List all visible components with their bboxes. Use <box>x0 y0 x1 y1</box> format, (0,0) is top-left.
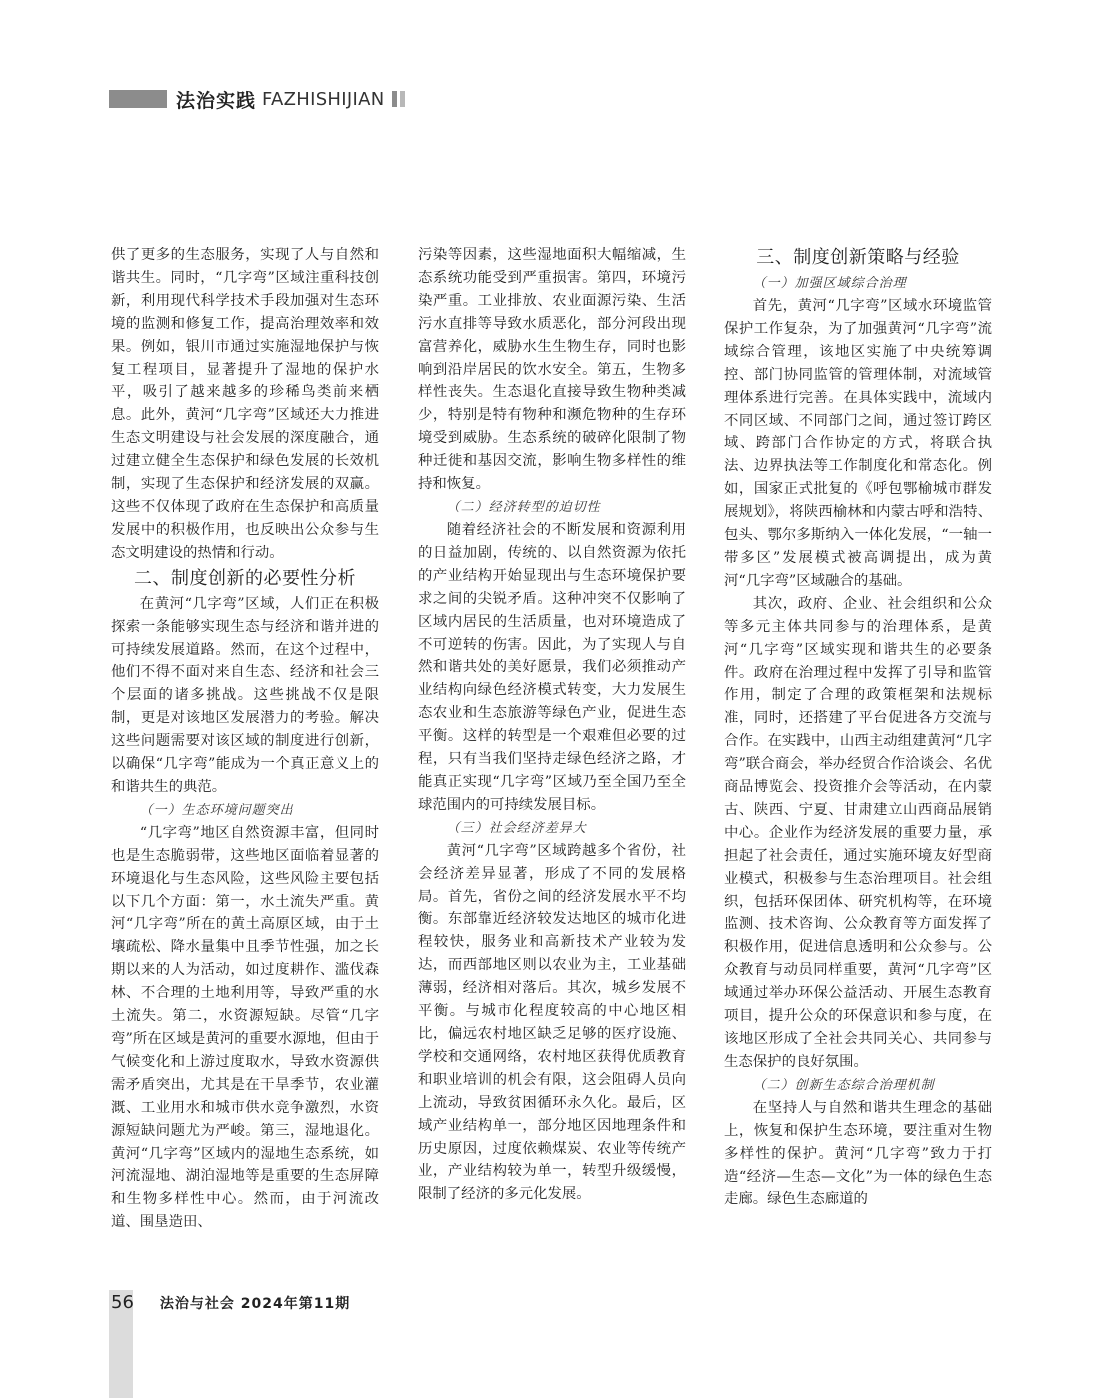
subsection-heading: （二）创新生态综合治理机制 <box>752 1077 935 1093</box>
column-2 <box>418 244 686 1206</box>
paragraph: 在黄河“几字弯”区域，人们正在积极探索一条能够实现生态与经济和谐并进的可持续发展道路。然而，在这个过程中，他们不得不面对来自生态、经济和社会三个层面的诸多挑战。这些挑战不仅是限制，更是对该地区发展潜力的考验。解决这些问题需要对该区域的制度进行创新，以确保“几字弯”能成为一个真正意义上的和谐共生的典范。 <box>111 595 379 795</box>
subsection-heading: （一）加强区域综合治理 <box>752 276 907 291</box>
subsection-heading: （一）生态环境问题突出 <box>139 802 294 818</box>
section-title-en: FAZHISHIJIAN <box>262 88 385 110</box>
subsection-heading: （三）社会经济差异大 <box>446 820 587 836</box>
journal-issue: 法治与社会 2024年第11期 <box>159 1296 351 1312</box>
section-title-cn: 法治实践 <box>176 89 257 112</box>
section-heading: 二、制度创新的必要性分析 <box>134 567 356 589</box>
paragraph: 其次，政府、企业、社会组织和公众等多元主体共同参与的治理体系，是黄河“几字弯”区域实现和谐共生的必要条件。政府在治理过程中发挥了引导和监管作用，制定了合理的政策框架和法规标准，同时，还搭建了平台促进各方交流与合作。在实践中，山西主动组建黄河“几字弯”联合商会，举办经贸合作洽谈会、名优商品博览会、投资推介会等活动，在内蒙古、陕西、宁夏、甘肃建立山西商品展销中心。企业作为经济发展的重要力量，承担起了社会责任，通过实施环境友好型商业模式，积极参与生态治理项目。社会组织，包括环保团体、研究机构等，在环境监测、技术咨询、公众教育等方面发挥了积极作用，促进信息透明和公众参与。公众教育与动员同样重要，黄河“几字弯”区域通过举办环保公益活动、开展生态教育项目，提升公众的环保意识和参与度，在该地区形成了全社会共同关心、共同参与生态保护的良好氛围。 <box>724 595 992 1070</box>
paragraph: 黄河“几字弯”区域跨越多个省份，社会经济差异显著，形成了不同的发展格局。首先，省份之间的经济发展水平不均衡。东部靠近经济较发达地区的城市化进程较快，服务业和高新技术产业较为发达，而西部地区则以农业为主，工业基础薄弱，经济相对落后。其次，城乡发展不平衡。与城市化程度较高的中心地区相比，偏远农村地区缺乏足够的医疗设施、学校和交通网络，农村地区获得优质教育和职业培训的机会有限，这会阻碍人员向上流动，导致贫困循环永久化。最后，区域产业结构单一，部分地区因地理条件和历史原因，过度依赖煤炭、农业等传统产业，产业结构较为单一，转型升级缓慢，限制了经济的多元化发展。 <box>418 842 686 1203</box>
header-blocks-decoration <box>392 91 408 107</box>
column-1 <box>111 244 379 1234</box>
running-header <box>109 86 408 112</box>
header-bar-decoration <box>109 90 167 108</box>
paragraph: 在坚持人与自然和谐共生理念的基础上，恢复和保护生态环境，要注重对生物多样性的保护。黄河“几字弯”致力于打造“经济—生态—文化”为一体的绿色生态走廊。绿色生态廊道的 <box>724 1099 992 1208</box>
paragraph: 污染等因素，这些湿地面积大幅缩减，生态系统功能受到严重损害。第四，环境污染严重。工业排放、农业面源污染、生活污水直排等导致水质恶化，部分河段出现富营养化，威胁水生生物生存，同时也影响到沿岸居民的饮水安全。第五，生物多样性丧失。生态退化直接导致生物种类减少，特别是特有物种和濒危物种的生存环境受到威胁。生态系统的破碎化限制了物种迁徙和基因交流，影响生物多样性的维持和恢复。 <box>418 247 686 493</box>
subsection-heading: （二）经济转型的迫切性 <box>446 499 601 515</box>
page-number: 56 <box>111 1292 134 1313</box>
paragraph: “几字弯”地区自然资源丰富，但同时也是生态脆弱带，这些地区面临着显著的环境退化与生态风险，这些风险主要包括以下几个方面：第一，水土流失严重。黄河“几字弯”所在的黄土高原区域，由于土壤疏松、降水量集中且季节性强，加之长期以来的人为活动，如过度耕作、滥伐森林、不合理的土地利用等，导致严重的水土流失。第二，水资源短缺。尽管“几字弯”所在区域是黄河的重要水源地，但由于气候变化和上游过度取水，导致水资源供需矛盾突出，尤其是在干旱季节，农业灌溉、工业用水和城市供水竞争激烈，水资源短缺问题尤为严峻。第三，湿地退化。黄河“几字弯”区域内的湿地生态系统，如河流湿地、湖泊湿地等是重要的生态屏障和生物多样性中心。然而，由于河流改道、围垦造田、 <box>111 824 379 1231</box>
column-3 <box>724 244 992 1211</box>
paragraph: 随着经济社会的不断发展和资源利用的日益加剧，传统的、以自然资源为依托的产业结构开始显现出与生态环境保护要求之间的尖锐矛盾。这种冲突不仅影响了区域内居民的生活质量，也对环境造成了不可逆转的伤害。因此，为了实现人与自然和谐共处的美好愿景，我们必须推动产业结构向绿色经济模式转变，大力发展生态农业和生态旅游等绿色产业，促进生态平衡。这样的转型是一个艰难但必要的过程，只有当我们坚持走绿色经济之路，才能真正实现“几字弯”区域乃至全国乃至全球范围内的可持续发展目标。 <box>418 521 686 813</box>
section-heading: 三、制度创新策略与经验 <box>756 247 960 268</box>
paragraph: 首先，黄河“几字弯”区域水环境监管保护工作复杂，为了加强黄河“几字弯”流域综合管理，该地区实施了中央统筹调控、部门协同监管的管理体制，对流域管理体系进行完善。在具体实践中，流域内不同区域、不同部门之间，通过签订跨区域、跨部门合作协定的方式，将联合执法、边界执法等工作制度化和常态化。例如，国家正式批复的《呼包鄂榆城市群发展规划》，将陕西榆林和内蒙古呼和浩特、包头、鄂尔多斯纳入一体化发展，“一轴一带多区”发展模式被高调提出，成为黄河“几字弯”区域融合的基础。 <box>724 298 992 589</box>
page-footer <box>111 1292 350 1316</box>
paragraph: 供了更多的生态服务，实现了人与自然和谐共生。同时，“几字弯”区域注重科技创新，利用现代科学技术手段加强对生态环境的监测和修复工作，提高治理效率和效果。例如，银川市通过实施湿地保护与恢复工程项目，显著提升了湿地的保护水平，吸引了越来越多的珍稀鸟类前来栖息。此外，黄河“几字弯”区域还大力推进生态文明建设与社会发展的深度融合，通过建立健全生态保护和绿色发展的长效机制，实现了生态保护和经济发展的双赢。这些不仅体现了政府在生态保护和高质量发展中的积极作用，也反映出公众参与生态文明建设的热情和行动。 <box>111 247 379 561</box>
